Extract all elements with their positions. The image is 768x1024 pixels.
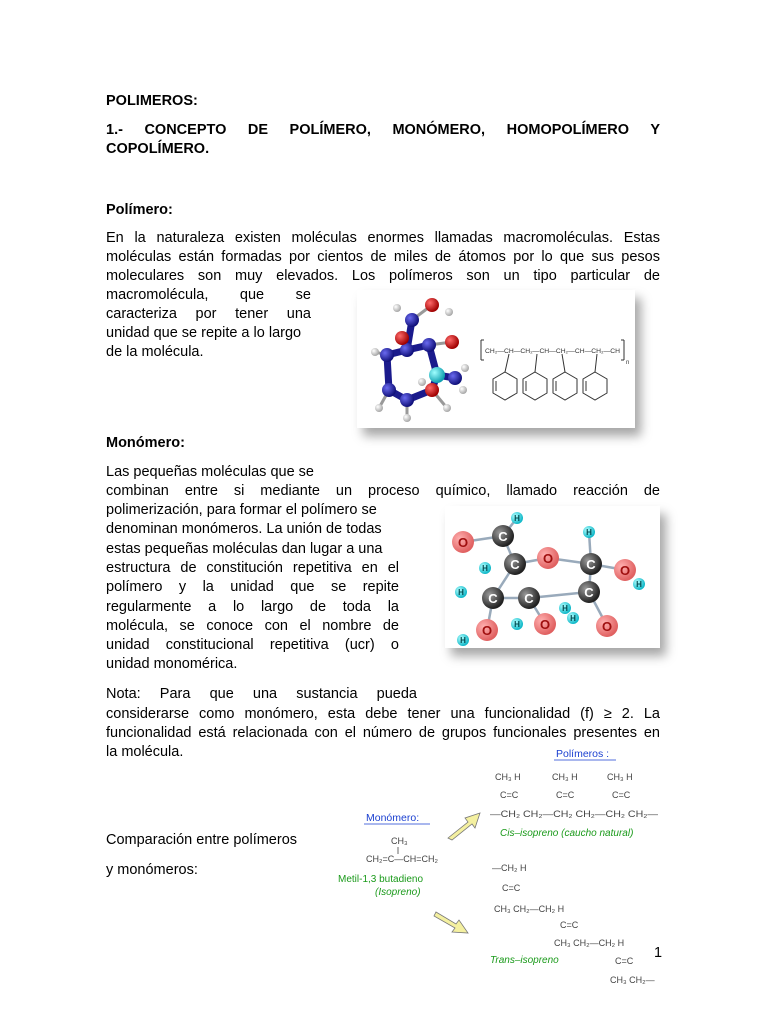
- polimero-line: macromolécula, que se: [106, 287, 311, 303]
- atom-label-o: O: [539, 617, 551, 632]
- cis-mid: C=C: [612, 790, 631, 800]
- polimero-line: caracteriza por tener una: [106, 306, 311, 322]
- arrow-to-trans-icon: [434, 912, 468, 933]
- monomero-line: polímero y la unidad que se repite: [106, 579, 399, 595]
- atom-label-h: H: [562, 604, 568, 613]
- monomero-line: estas pequeñas moléculas dan lugar a una: [106, 541, 383, 557]
- hydrogen-atom: [445, 308, 453, 316]
- atom-label-h: H: [514, 620, 520, 629]
- page-number: 1: [654, 945, 663, 961]
- atom-label-c: C: [584, 585, 594, 600]
- monomer-ring-svg: [445, 506, 660, 648]
- comparison-svg: [330, 740, 670, 990]
- atom-label-c: C: [586, 557, 596, 572]
- carbon-atom: [380, 348, 394, 362]
- monomer-ch3: CH₃: [391, 836, 408, 846]
- monomero-heading: Monómero:: [106, 435, 185, 451]
- document-title: POLIMEROS:: [106, 93, 198, 109]
- atom-label-c: C: [510, 557, 520, 572]
- monomero-line: estructura de constitución repetitiva en el: [106, 560, 399, 576]
- cis-top: CH₃ H: [607, 772, 633, 782]
- hydrogen-atom: [375, 404, 383, 412]
- polimero-line: moléculas están formadas por cientos de miles de átomos por lo que sus pesos: [106, 249, 660, 265]
- label-polimeros: Polímeros :: [556, 748, 610, 760]
- atom-label-o: O: [481, 623, 493, 638]
- molecule-bonds: [387, 320, 455, 400]
- monomer-formula: CH₂=C—CH=CH₂: [366, 854, 438, 864]
- trans-line: C=C: [615, 956, 634, 966]
- nota-line: considerarse como monómero, esta debe tener una funcionalidad (f) ≥ 2. La: [106, 706, 660, 722]
- hydrogen-atom: [393, 304, 401, 312]
- nitrogen-atom: [429, 367, 445, 383]
- monomero-line: combinan entre si mediante un proceso químico, llamado reacción de: [106, 483, 660, 499]
- atom-label-o: O: [619, 563, 631, 578]
- hydrogen-atom: [371, 348, 379, 356]
- nota-line: la molécula.: [106, 744, 184, 760]
- comparacion-line: y monómeros:: [106, 862, 198, 878]
- monomero-line: Las pequeñas moléculas que se: [106, 464, 314, 480]
- label-monomero: Monómero:: [366, 812, 420, 824]
- oxygen-atom: [445, 335, 459, 349]
- hydrogen-atom: [459, 386, 467, 394]
- carbon-atom: [400, 393, 414, 407]
- nota-line: Nota: Para que una sustancia pueda: [106, 686, 417, 702]
- section-title-line1: 1.- CONCEPTO DE POLÍMERO, MONÓMERO, HOMOPOLÍMERO Y: [106, 122, 660, 138]
- polystyrene-formula: CH₂—CH—CH₂—CH—CH₂—CH—CH₂—CH: [485, 348, 621, 355]
- arrow-to-cis-icon: [448, 813, 480, 840]
- monomero-line: molécula, se conoce con el nombre de: [106, 618, 399, 634]
- monomer-ring-figure: [445, 506, 660, 648]
- polymer-figure-svg: [357, 290, 635, 428]
- atom-label-h: H: [586, 528, 592, 537]
- cis-mid: C=C: [500, 790, 519, 800]
- hydrogen-atom: [461, 364, 469, 372]
- atom-label-c: C: [488, 591, 498, 606]
- polimero-line: moleculares son muy elevados. Los polímeros son un tipo particular de: [106, 268, 660, 284]
- cis-bottom: —CH₂ CH₂—CH₂ CH₂—CH₂ CH₂—: [490, 809, 658, 819]
- polimero-line: unidad que se repite a lo largo: [106, 325, 302, 341]
- atom-label-h: H: [458, 588, 464, 597]
- atom-label-c: C: [498, 529, 508, 544]
- polimero-line: de la molécula.: [106, 344, 204, 360]
- carbon-atom: [448, 371, 462, 385]
- monomero-line: polimerización, para formar el polímero se: [106, 502, 377, 518]
- atom-label-c: C: [524, 591, 534, 606]
- trans-line: C=C: [502, 883, 521, 893]
- monomero-line: regularmente a lo largo de toda la: [106, 599, 399, 615]
- hydrogen-atom: [443, 404, 451, 412]
- oxygen-atom: [395, 331, 409, 345]
- hydrogen-atom: [403, 414, 411, 422]
- cis-top: CH₃ H: [495, 772, 521, 782]
- polimero-line: En la naturaleza existen moléculas enormes llamadas macromoléculas. Estas: [106, 230, 660, 246]
- cis-mid: C=C: [556, 790, 575, 800]
- carbon-atom: [422, 338, 436, 352]
- atom-label-h: H: [460, 636, 466, 645]
- polymer-subscript-n: n: [626, 360, 630, 366]
- atom-label-h: H: [482, 564, 488, 573]
- cis-top: CH₃ H: [552, 772, 578, 782]
- trans-line: CH₃ CH₂—CH₂ H: [494, 904, 565, 914]
- trans-line: C=C: [560, 920, 579, 930]
- monomero-line: unidad monomérica.: [106, 656, 238, 672]
- cis-isopreno-label: Cis–isopreno (caucho natural): [500, 828, 634, 839]
- monomero-line: unidad constitucional repetitiva (ucr) o: [106, 637, 399, 653]
- trans-isopreno-label: Trans–isopreno: [490, 955, 559, 966]
- atom-label-h: H: [636, 580, 642, 589]
- atom-label-o: O: [457, 535, 469, 550]
- monomero-line: denominan monómeros. La unión de todas: [106, 521, 382, 537]
- monomer-name-isopreno: (Isopreno): [375, 887, 421, 898]
- carbon-atom: [405, 313, 419, 327]
- atom-label-h: H: [514, 514, 520, 523]
- hydrogen-atom: [418, 378, 426, 386]
- trans-line: CH₃ CH₂—CH₂ H: [554, 938, 625, 948]
- monomer-name: Metil-1,3 butadieno: [338, 874, 424, 885]
- nota-line: funcionalidad está relacionada con el número de grupos funcionales presentes en: [106, 725, 660, 741]
- trans-line: —CH₂ H: [492, 863, 527, 873]
- oxygen-atom: [425, 298, 439, 312]
- carbon-atom: [382, 383, 396, 397]
- polimero-heading: Polímero:: [106, 202, 173, 218]
- section-title-line2: COPOLÍMERO.: [106, 141, 210, 157]
- oxygen-atom: [425, 383, 439, 397]
- comparison-figure: [330, 740, 670, 990]
- atom-label-o: O: [601, 619, 613, 634]
- atom-label-o: O: [542, 551, 554, 566]
- comparacion-line: Comparación entre polímeros: [106, 832, 298, 848]
- trans-line: CH₃ CH₂—: [610, 975, 655, 985]
- atom-label-h: H: [570, 614, 576, 623]
- polymer-figure: [357, 290, 635, 428]
- carbon-atom: [400, 343, 414, 357]
